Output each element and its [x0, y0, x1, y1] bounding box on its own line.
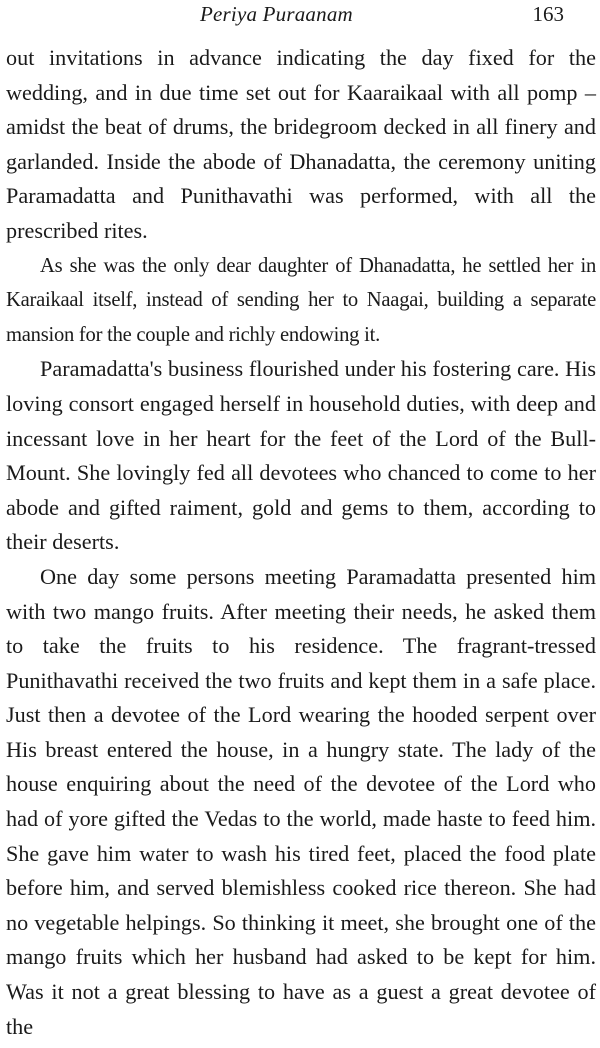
running-header [0, 0, 600, 30]
paragraph-mango-fruits: One day some persons meeting Paramadatta presented him with two mango fruits. After meeting their needs, he asked them to take the fruits to his residence. The fragrant-tressed Punithavathi received the two fruits and kept them in a safe place. Just then a devotee of the Lord wearing the hooded serpent over His breast entered the house, in a hungry state. The lady of the house enquiring about the need of the devotee of the Lord who had of yore gifted the Vedas to the world, made haste to feed him. She gave him water to wash his tired feet, placed the food plate before him, and served blemishless cooked rice thereon. She had no vegetable helpings. So thinking it meet, she brought one of the mango fruits which her husband had asked to be kept for him. Was it not a great blessing to have as a guest a great devotee of the [6, 563, 596, 1039]
paragraph-mansion: As she was the only dear daughter of Dhanadatta, he settled her in Karaikaal itself, instead of sending her to Naagai, building a separate mansion for the couple and richly endowing it. [6, 254, 596, 346]
paragraph-wedding: out invitations in advance indicating the day fixed for the wedding, and in due time set out for Kaaraikaal with all pomp – amidst the beat of drums, the bridegroom decked in all finery and garlanded. Inside the abode of Dhanadatta, the ceremony uniting Paramadatta and Punithavathi was performed, with all the prescribed rites. [6, 45, 596, 243]
running-title: Periya Puraanam [200, 2, 353, 26]
body-text [6, 41, 596, 1044]
paragraph-business: Paramadatta's business flourished under his fostering care. His loving consort engaged herself in household duties, with deep and incessant love in her heart for the feet of the Lord of the Bull-Mount. She lovingly fed all devotees who chanced to come to her abode and gifted raiment, gold and gems to them, according to their deserts. [6, 356, 596, 555]
page-number: 163 [532, 2, 564, 26]
